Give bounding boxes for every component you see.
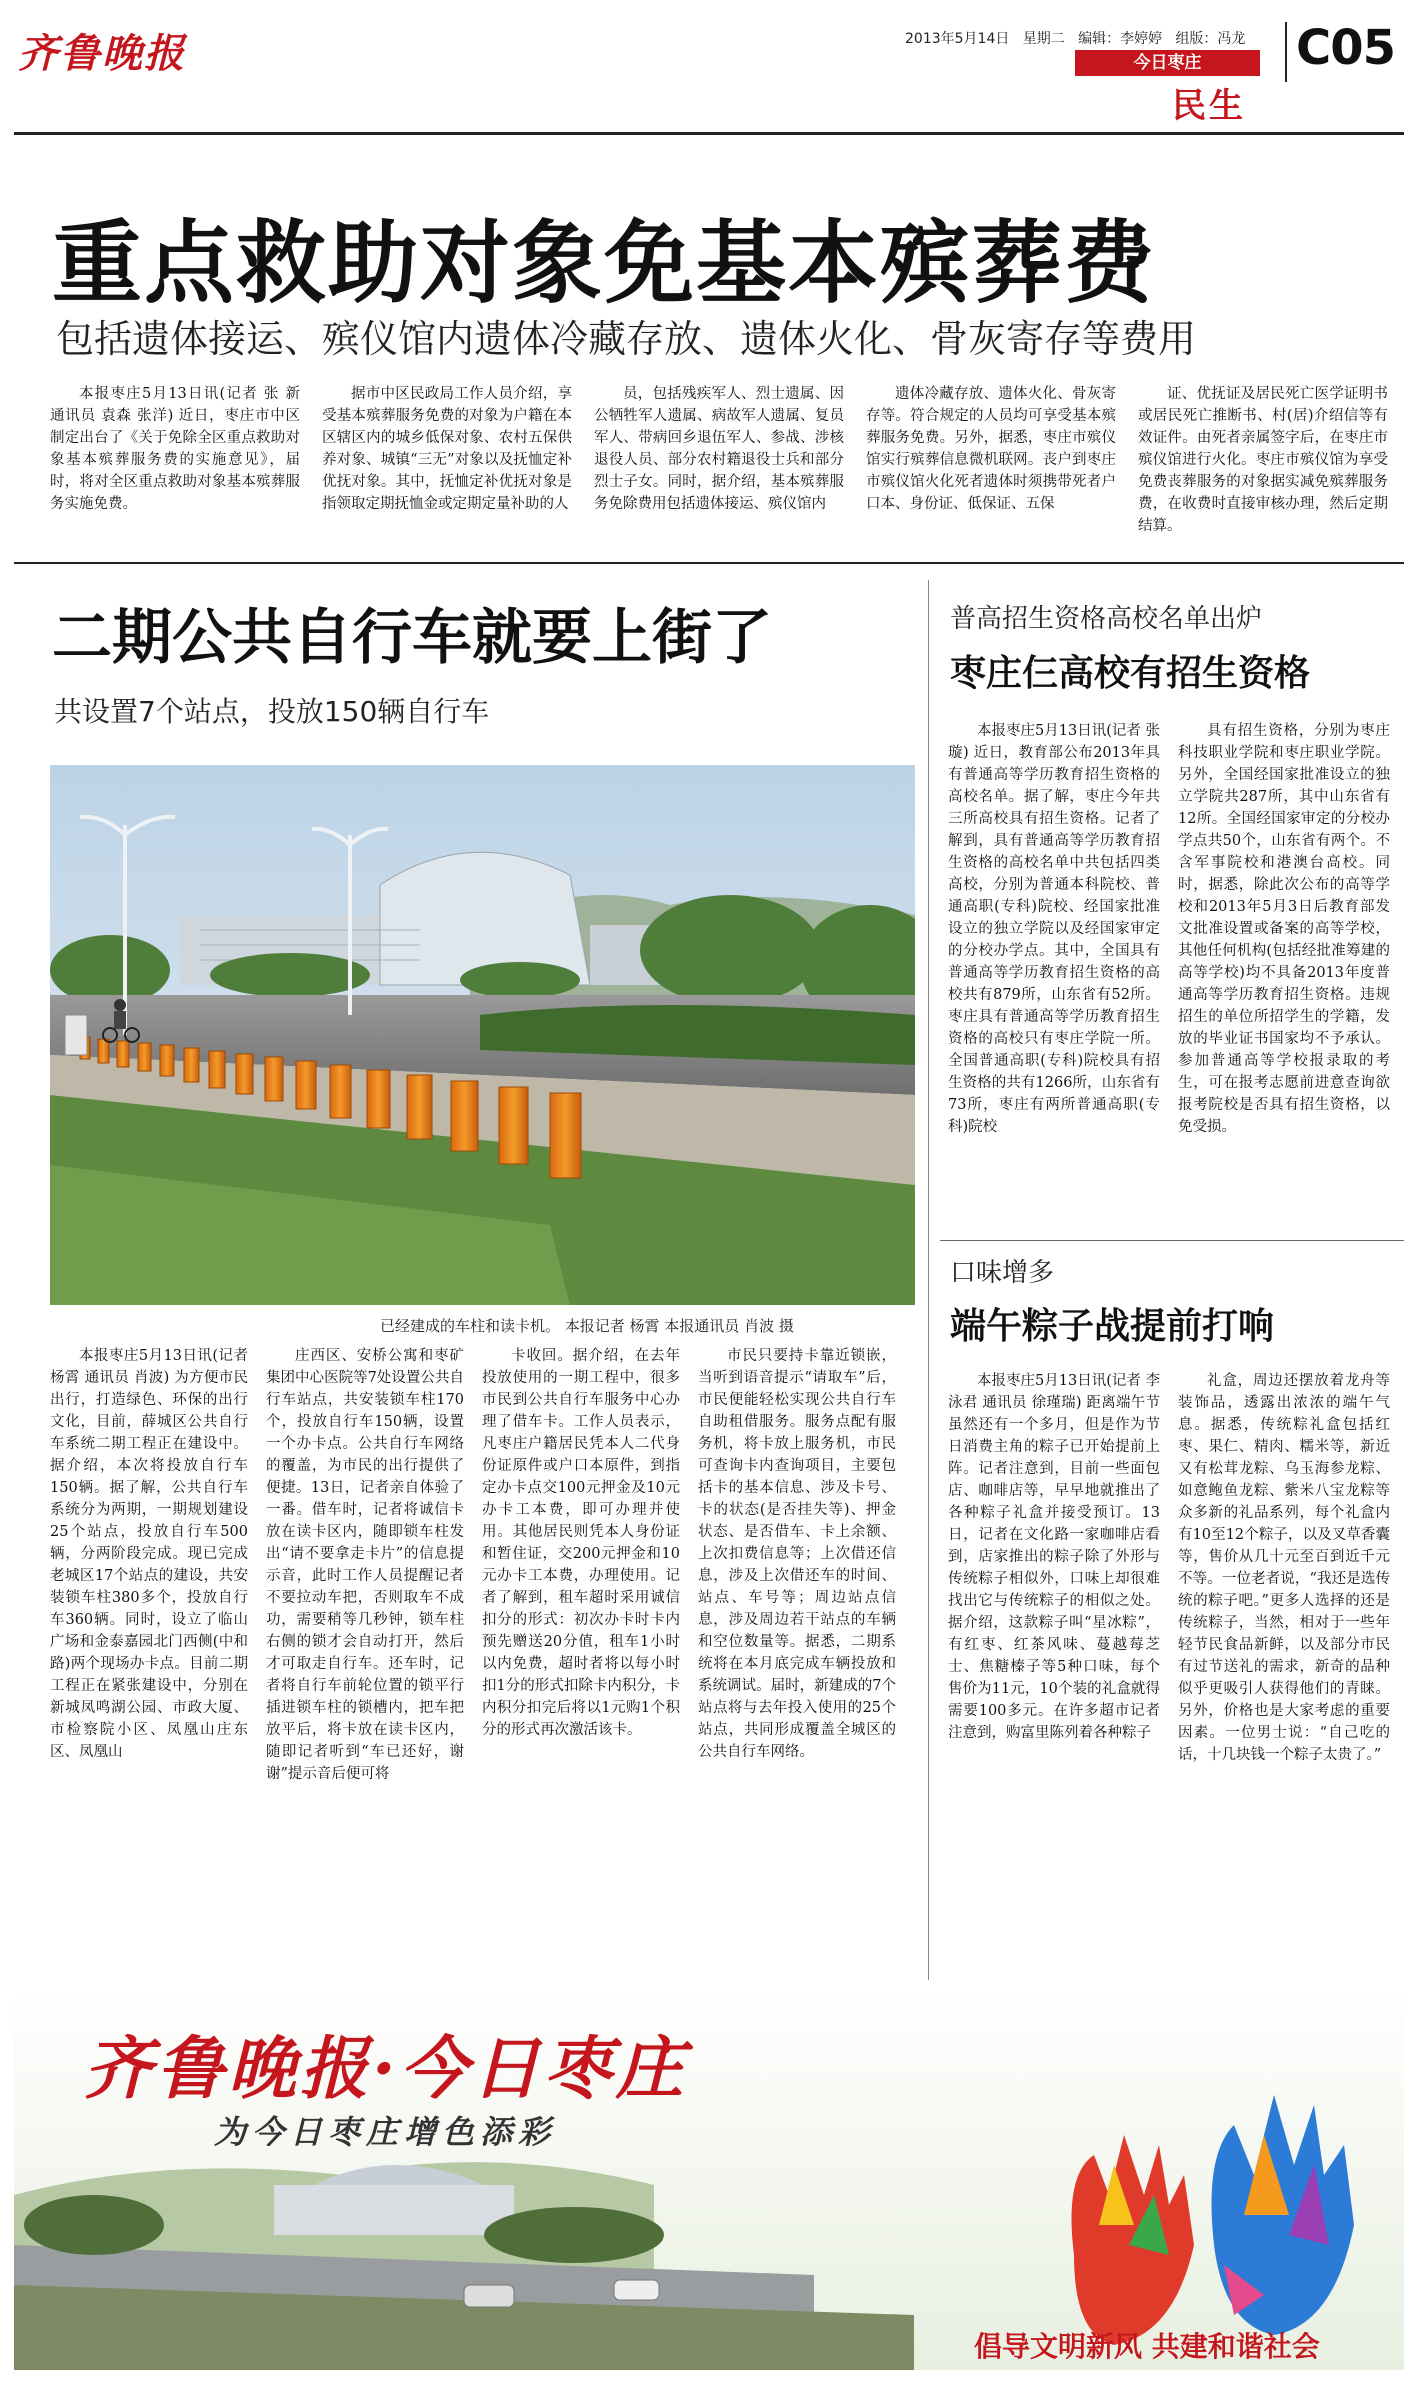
story3-col-2 bbox=[1178, 720, 1390, 1230]
story2-subhead: 共设置7个站点，投放150辆自行车 bbox=[54, 695, 490, 728]
story2-headline: 二期公共自行车就要上街了 bbox=[52, 603, 772, 673]
story2-col-2 bbox=[266, 1345, 464, 1975]
story3-paragraph-2: 具有招生资格，分别为枣庄科技职业学院和枣庄职业学院。另外，全国经国家批准设立的独立学院共287所，其中山东省有12所。全国经国家审定的分校办学点共50个，山东省有两个。不含军事院校和港澳台高校。同时，据悉，除此次公布的高等学校和2013年5月3日后教育部发文批准设置或备案的高等学校，其他任何机构(包括经批准筹建的高等学校)均不具备2013年度普通高等学历教育招生资格。违规招生的单位所招学生的学籍，发放的毕业证书国家均不予承认。参加普通高等学校报录取的考生，可在报考志愿前进意查询欲报考院校是否具有招生资格，以免受损。 bbox=[1178, 723, 1390, 1135]
weekday-text: 星期二 bbox=[1022, 31, 1065, 47]
story1-col-2 bbox=[322, 383, 572, 553]
banner-slogan: 倡导文明新风 共建和谐社会 bbox=[974, 2330, 1320, 2363]
header-rule bbox=[14, 132, 1404, 135]
bike-station-photo-art bbox=[50, 765, 915, 1305]
banner-tagline: 为今日枣庄增色添彩 bbox=[214, 2113, 557, 2151]
photo-caption: 已经建成的车柱和读卡机。 本报记者 杨霄 本报通讯员 肖波 摄 bbox=[380, 1317, 794, 1335]
story3-headline: 枣庄仨高校有招生资格 bbox=[950, 653, 1311, 694]
story1-paragraph-2: 据市中区民政局工作人员介绍，享受基本殡葬服务免费的对象为户籍在本区辖区内的城乡低保对象、农村五保供养对象、城镇“三无”对象以及抚恤定补优抚对象。其中，抚恤定补优抚对象是指领取定期抚恤金或定期定量补助的人 bbox=[322, 386, 572, 512]
issue-date bbox=[905, 28, 1245, 48]
story2-paragraph-4: 市民只要持卡靠近锁嵌，当听到语音提示“请取车”后，市民便能轻松实现公共自行车自助租借服务。服务点配有服务机，将卡放上服务机，市民可查询卡内查询项目，主要包括卡的基本信息、涉及卡号、卡的状态(是否挂失等)、押金状态、是否借车、卡上余额、上次扣费信息等；上次借还信息，涉及上次借还车的时间、站点、车号等；周边站点信息，涉及周边若干站点的车辆和空位数量等。据悉，二期系统将在本月底完成车辆投放和系统调试。届时，新建成的7个站点将与去年投入使用的25个站点，共同形成覆盖全城区的公共自行车网络。 bbox=[698, 1348, 896, 1760]
right-column-divider bbox=[928, 580, 929, 1980]
story1-bottom-rule bbox=[14, 562, 1404, 564]
story1-col-5 bbox=[1138, 383, 1388, 553]
story4-col-2 bbox=[1178, 1370, 1390, 1975]
header-divider-vertical bbox=[1285, 22, 1287, 82]
story4-kicker: 口味增多 bbox=[950, 1258, 1055, 1288]
bike-station-photo bbox=[50, 765, 915, 1305]
story1-col-4 bbox=[866, 383, 1116, 553]
layout-text: 组版：冯龙 bbox=[1175, 31, 1246, 47]
story2-paragraph-2: 庄西区、安桥公寓和枣矿集团中心医院等7处设置公共自行车站点，共安装锁车柱170个，投放自行车150辆，设置一个办卡点。公共自行车网络的覆盖，为市民的出行提供了便捷。13日，记者亲自体验了一番。借车时，记者将诚信卡放在读卡区内，随即锁车柱发出“请不要拿走卡片”的信息提示音，此时工作人员提醒记者不要拉动车把，否则取车不成功，需要稍等几秒钟，锁车柱右侧的锁才会自动打开，然后才可取走自行车。还车时，记者将自行车前轮位置的锁平行插进锁车柱的锁槽内，把车把放平后，将卡放在读卡区内，随即记者听到“车已还好，谢谢”提示音后便可将 bbox=[266, 1348, 464, 1782]
story1-subhead: 包括遗体接运、殡仪馆内遗体冷藏存放、遗体火化、骨灰寄存等费用 bbox=[56, 317, 1197, 361]
story3-col-1 bbox=[948, 720, 1160, 1230]
story4-col-1 bbox=[948, 1370, 1160, 1975]
story4-paragraph-2: 礼盒，周边还摆放着龙舟等装饰品，透露出浓浓的端午气息。据悉，传统粽礼盒包括红枣、果仁、精肉、糯米等，新近又有松茸龙粽、乌玉海参龙粽、如意鲍鱼龙粽、紫米八宝龙粽等众多新的礼品系列，每个礼盒内有10至12个粽子，以及叉草香囊等，售价从几十元至百到近千元不等。一位老者说，“我还是选传统的粽子吧。”更多人选择的还是传统粽子，当然，相对于一些年轻节民食品新鲜，以及部分市民有过节送礼的需求，新奇的品种似乎更吸引人获得他们的青睐。另外，价格也是大家考虑的重要因素。一位男士说：“自己吃的话，十几块钱一个粽子太贵了。” bbox=[1178, 1373, 1390, 1763]
story1-paragraph-1: 本报枣庄5月13日讯(记者 张 新 通讯员 袁森 张洋) 近日，枣庄市中区制定出台了《关于免除全区重点救助对象基本殡葬服务费的实施意见》，届时，将对全区重点救助对象基本殡葬服务实施免费。 bbox=[50, 386, 300, 512]
story1-paragraph-4: 遗体冷藏存放、遗体火化、骨灰寄存等。符合规定的人员均可享受基本殡葬服务免费。另外，据悉，枣庄市殡仪馆实行殡葬信息微机联网。丧户到枣庄市殡仪馆火化死者遗体时须携带死者户口本、身份证、低保证、五保 bbox=[866, 386, 1116, 512]
section-tab: 今日枣庄 bbox=[1075, 50, 1260, 76]
story4-headline: 端午粽子战提前打响 bbox=[950, 1306, 1275, 1347]
masthead-logo: 齐鲁晚报 bbox=[18, 30, 186, 77]
story1-headline: 重点救助对象免基本殡葬费 bbox=[52, 211, 1156, 316]
story3-paragraph-1: 本报枣庄5月13日讯(记者 张璇) 近日，教育部公布2013年具有普通高等学历教育招生资格的高校名单。据了解，枣庄今年共三所高校具有招生资格。记者了解到，具有普通高等学历教育招生资格的高校名单中共包括四类高校，分别为普通本科院校、普通高职(专科)院校、经国家批准设立的独立学院以及经国家审定的分校办学点。其中，全国具有普通高等学历教育招生资格的高校共有879所，山东省有52所。枣庄具有普通高等学历教育招生资格的高校只有枣庄学院一所。全国普通高职(专科)院校具有招生资格的共有1266所，山东省有73所，枣庄有两所普通高职(专科)院校 bbox=[948, 723, 1160, 1135]
story2-col-3 bbox=[482, 1345, 680, 1975]
banner-title: 齐鲁晚报·今日枣庄 bbox=[84, 2029, 688, 2109]
story2-paragraph-1: 本报枣庄5月13日讯(记者 杨霄 通讯员 肖波) 为方便市民出行，打造绿色、环保的出行文化，目前，薛城区公共自行车系统二期工程正在建设中。据介绍，本次将投放自行车150辆。据了解，公共自行车系统分为两期，一期规划建设25个站点，投放自行车500辆，分两阶段完成。现已完成老城区17个站点的建设，共安装锁车柱380多个，投放自行车360辆。同时，设立了临山广场和金泰嘉园北门西侧(中和路)两个现场办卡点。目前二期工程正在紧张建设中，分别在新城凤鸣湖公园、市政大厦、市检察院小区、凤凰山庄东区、凤凰山 bbox=[50, 1348, 248, 1760]
story1-col-1 bbox=[50, 383, 300, 553]
story1-paragraph-3: 员，包括残疾军人、烈士遗属、因公牺牲军人遗属、病故军人遗属、复员军人、带病回乡退伍军人、参战、涉核退役人员、部分农村籍退役士兵和部分烈士子女。同时，据介绍，基本殡葬服务免除费用包括遗体接运、殡仪馆内 bbox=[594, 386, 844, 512]
date-text: 2013年5月14日 bbox=[905, 31, 1010, 47]
subsection-label: 民生 bbox=[1172, 86, 1246, 126]
editor-text: 编辑：李婷婷 bbox=[1078, 31, 1163, 47]
story2-paragraph-3: 卡收回。据介绍，在去年投放使用的一期工程中，很多市民到公共自行车服务中心办理了借车卡。工作人员表示，凡枣庄户籍居民凭本人二代身份证原件或户口本原件，到指定办卡点交100元押金及10元办卡工本费，即可办理并使用。其他居民则凭本人身份证和暂住证，交200元押金和10元办卡工本费，办理使用。记者了解到，租车超时采用诚信扣分的形式：初次办卡时卡内预先赠送20分值，租车1小时以内免费，超时者将以每小时扣1分的形式扣除卡内积分，卡内积分扣完后将以1元购1个积分的形式再次激活该卡。 bbox=[482, 1348, 680, 1738]
story1-col-3 bbox=[594, 383, 844, 553]
page-number: C05 bbox=[1296, 20, 1396, 76]
story2-col-4 bbox=[698, 1345, 896, 1975]
bottom-banner-ad bbox=[14, 1985, 1404, 2370]
story2-col-1 bbox=[50, 1345, 248, 1975]
story3-kicker: 普高招生资格高校名单出炉 bbox=[950, 604, 1263, 634]
story1-paragraph-5: 证、优抚证及居民死亡医学证明书或居民死亡推断书、村(居)介绍信等有效证件。由死者亲属签字后，在枣庄市殡仪馆进行火化。枣庄市殡仪馆为享受免费丧葬服务的对象据实减免殡葬服务费，在收费时直接审核办理，然后定期结算。 bbox=[1138, 386, 1388, 534]
story4-paragraph-1: 本报枣庄5月13日讯(记者 李泳君 通讯员 徐瑾瑞) 距离端午节虽然还有一个多月，但是作为节日消费主角的粽子已开始提前上阵。记者注意到，目前一些面包店、咖啡店等，早早地就推出了各种粽子礼盒并接受预订。13日，记者在文化路一家咖啡店看到，店家推出的粽子除了外形与传统粽子相似外，口味上却很难找出它与传统粽子的相似之处。据介绍，这款粽子叫“星冰粽”，有红枣、红茶风味、蔓越莓芝士、焦糖榛子等5种口味，每个售价为11元，10个装的礼盒就得需要100多元。在许多超市记者注意到，购富里陈列着各种粽子 bbox=[948, 1373, 1160, 1741]
story3-bottom-rule bbox=[940, 1240, 1404, 1241]
